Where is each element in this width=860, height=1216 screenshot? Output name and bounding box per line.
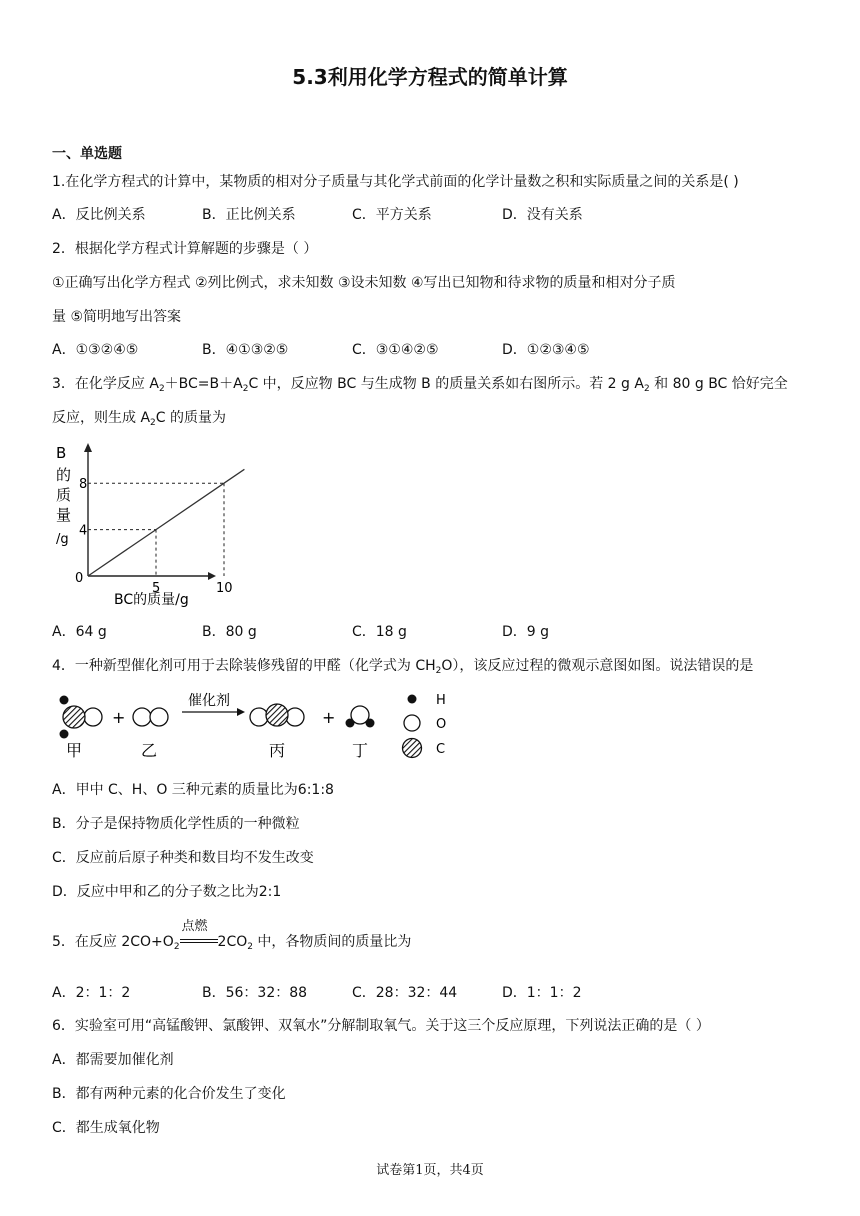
question-3-stem-line2: 反应，则生成 $A_2C$ 的质量为 [52,410,226,428]
q6-option-b: B．都有两种元素的化合价发生了变化 [52,1086,286,1102]
label-bing: 丙 [269,741,286,760]
question-5-stem: 5．在反应 $2CO+O_2$ 点燃 $2CO_2$ 中，各物质间的质量比为 [52,919,412,952]
label-yi: 乙 [141,741,158,760]
y-label-part-4: /g [56,532,69,547]
condition-label: 点燃 [181,919,208,934]
question-4-stem: 4．一种新型催化剂可用于去除装修残留的甲醛（化学式为 $CH_2O$），该反应过程的微观示意图如图。说法错误的是 [52,658,754,676]
question-3-stem: 3．在化学反应 $A_2+BC=B+A_2C$ 中，反应物 BC 与生成物 B 的质量关系如右图所示。若 2 g $A_2$ 和 80 g BC 恰好完全 [52,376,788,394]
q6-option-a: A．都需要加催化剂 [52,1052,174,1068]
label-jia: 甲 [66,741,83,760]
legend-c: C [436,742,446,757]
q4-option-c: C．反应前后原子种类和数目均不发生改变 [52,850,314,866]
reaction-condition [180,919,218,952]
catalyst-label: 催化剂 [188,693,230,709]
q2-option-a: A．①③②④⑤ [52,342,139,358]
carbon-atom-icon [403,739,422,758]
q2-option-c: C．③①④②⑤ [352,342,439,358]
y-tick-label-8: 8 [79,477,88,493]
x-axis-arrow [208,572,216,580]
page-footer: 试卷第1页，共4页 [376,1163,484,1178]
reaction-micro-diagram [55,688,475,768]
y-axis-arrow [84,443,92,452]
q2-option-d: D．①②③④⑤ [502,342,590,358]
x-tick-label-5: 5 [152,581,161,596]
origin-label: 0 [75,571,84,586]
hydrogen-atom-icon [408,695,417,704]
q4-option-d: D．反应中甲和乙的分子数之比为2:1 [52,884,282,900]
molecule-ding-icon [346,706,375,728]
q3-option-d: D．9 g [502,624,550,640]
q4-option-b: B．分子是保持物质化学性质的一种微粒 [52,816,300,832]
plus-sign: + [112,708,126,727]
y-label-part-0: B [56,444,67,462]
y-tick-label-4: 4 [79,523,88,539]
label-ding: 丁 [352,741,369,760]
question-2-steps-line2: 量 ⑤简明地写出答案 [52,309,182,325]
question-6-stem: 6．实验室可用“高锰酸钾、氯酸钾、双氧水”分解制取氧气。关于这三个反应原理，下列说法正确的是（ ） [52,1018,710,1034]
y-label-part-3: 量 [56,506,72,524]
q2-option-b: B．④①③②⑤ [202,342,289,358]
q6-option-c: C．都生成氧化物 [52,1120,160,1136]
section-heading: 一、单选题 [52,146,122,162]
q1-option-d: D．没有关系 [502,207,583,223]
molecule-bing-icon [250,704,304,726]
question-2-steps-line1: ①正确写出化学方程式 ②列比例式，求未知数 ③设未知数 ④写出已知物和待求物的质量和相对分子质 [52,275,676,291]
legend-h: H [436,693,446,708]
q1-option-b: B．正比例关系 [202,207,296,223]
legend [403,693,447,758]
mass-relation-chart [50,440,233,615]
molecule-jia-icon [60,696,103,739]
q5-option-c: C．28：32：44 [352,985,458,1001]
page-title: 5.3利用化学方程式的简单计算 [292,65,568,89]
oxygen-atom-icon [404,715,420,731]
q4-option-a: A．甲中 C、H、O 三种元素的质量比为6:1:8 [52,782,334,798]
q3-option-a: A．64 g [52,624,107,640]
q3-option-c: C．18 g [352,624,407,640]
q5-option-b: B．56：32：88 [202,985,308,1001]
q1-option-c: C．平方关系 [352,207,432,223]
q3-option-b: B．80 g [202,624,257,640]
y-label-part-1: 的 [56,466,72,484]
series-line [88,469,244,576]
plus-sign-2: + [322,708,336,727]
x-axis-label: BC的质量/g [114,592,189,608]
q5-option-a: A．2：1：2 [52,985,131,1001]
legend-o: O [436,717,447,732]
q1-option-a: A．反比例关系 [52,207,146,223]
question-2-stem: 2．根据化学方程式计算解题的步骤是（ ） [52,241,318,257]
y-axis-label [56,444,71,547]
x-tick-label-10: 10 [216,581,233,596]
y-label-part-2: 质 [56,486,72,504]
molecule-yi-icon [133,708,168,726]
reaction-arrow-head [237,708,245,716]
question-1-stem: 1.在化学方程式的计算中，某物质的相对分子质量与其化学式前面的化学计量数之积和实际质量之间的关系是( ) [52,174,739,190]
q5-option-d: D．1：1：2 [502,985,582,1001]
